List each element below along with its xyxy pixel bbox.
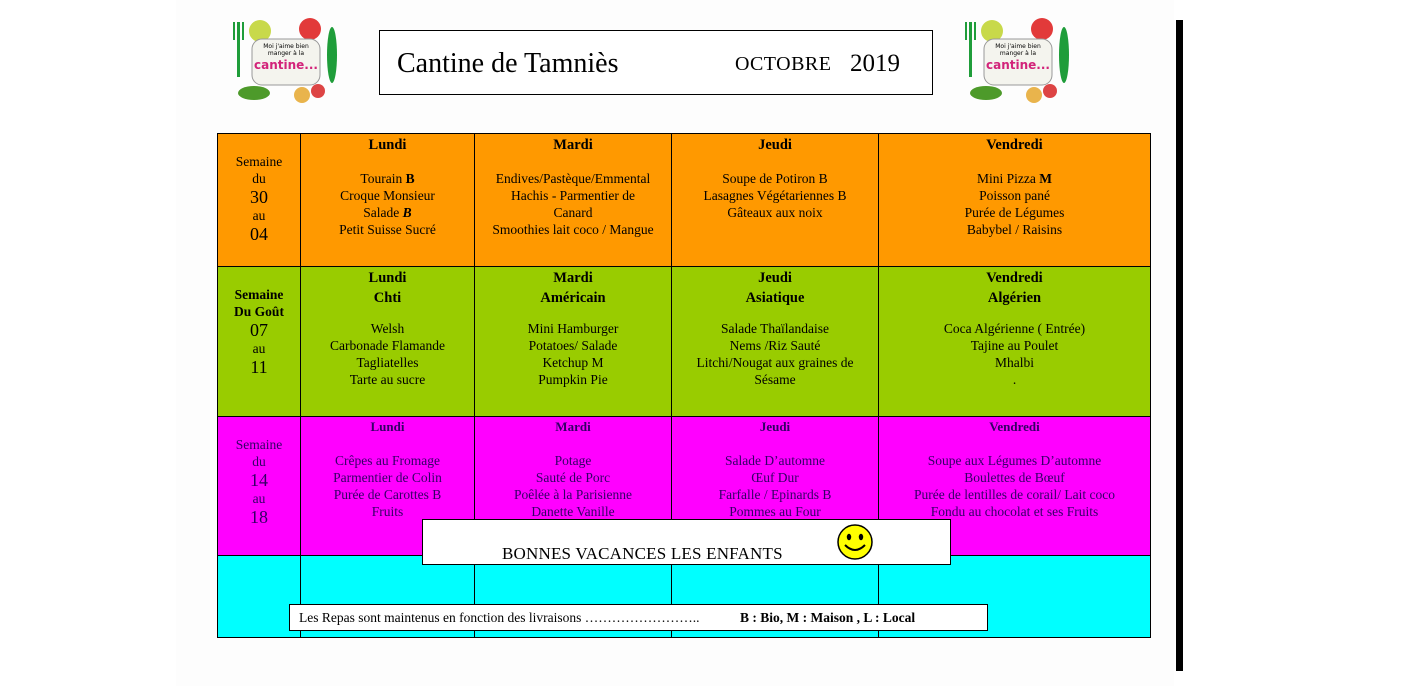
menu-item: Salade Thaïlandaise xyxy=(720,321,830,336)
menu-item: Poisson pané xyxy=(979,188,1050,203)
day-cell xyxy=(301,267,475,417)
week-row-2 xyxy=(218,267,1151,417)
footer-legend: B : Bio, M : Maison , L : Local xyxy=(740,610,916,625)
day-name: Mardi xyxy=(555,419,591,434)
day-name: Jeudi xyxy=(758,137,792,153)
menu-item: Mini Hamburger xyxy=(527,321,619,336)
menu-item: Hachis - Parmentier de xyxy=(510,188,636,203)
day-name: Vendredi xyxy=(989,419,1040,434)
menu-item: Soupe aux Légumes D’automne xyxy=(927,453,1102,468)
menu-item: Purée de Carottes B xyxy=(333,487,442,502)
day-cell xyxy=(672,134,879,267)
menu-item: Mhalbi xyxy=(995,355,1034,370)
menu-item: Tarte au sucre xyxy=(349,372,426,387)
menu-item: Crêpes au Fromage xyxy=(335,453,440,468)
menu-item: . xyxy=(1012,372,1017,387)
title-box xyxy=(379,30,933,95)
menu-item: Coca Algérienne ( Entrée) xyxy=(943,321,1086,336)
day-cell xyxy=(879,267,1151,417)
svg-text:manger à la: manger à la xyxy=(999,50,1037,57)
day-name: Mardi xyxy=(553,270,593,286)
footer-text: Les Repas sont maintenus en fonction des livraisons …………………….. xyxy=(299,610,700,625)
month-label: OCTOBRE xyxy=(735,53,832,75)
menu-item: Danette Vanille xyxy=(531,504,615,519)
menu-item: Pommes au Four xyxy=(729,504,821,519)
footer-note xyxy=(289,604,988,631)
day-name: Lundi xyxy=(368,137,407,153)
menu-item: Nems /Riz Sauté xyxy=(729,338,821,353)
week-connector: au xyxy=(252,491,266,506)
menu-item: Tagliatelles xyxy=(356,355,419,370)
day-name: Jeudi xyxy=(758,270,792,286)
menu-item: Tourain B xyxy=(360,171,415,186)
menu-item: Ketchup M xyxy=(542,355,604,370)
menu-item: Lasagnes Végétariennes B xyxy=(703,188,847,203)
cantine-logo-left xyxy=(232,17,342,105)
menu-item: Œuf Dur xyxy=(751,470,799,485)
menu-item: Salade B xyxy=(363,205,412,220)
day-name: Lundi xyxy=(370,419,405,434)
menu-item: Purée de lentilles de corail/ Lait coco xyxy=(914,487,1115,502)
menu-item: Smoothies lait coco / Mangue xyxy=(492,222,654,237)
menu-item: Pumpkin Pie xyxy=(538,372,608,387)
week-row-1 xyxy=(218,134,1151,267)
week-end-date: 11 xyxy=(250,357,268,377)
menu-item: Litchi/Nougat aux graines de xyxy=(696,355,854,370)
day-name: Jeudi xyxy=(759,419,791,434)
menu-item: Potage xyxy=(554,453,592,468)
menu-item: Potatoes/ Salade xyxy=(528,338,618,353)
menu-item: Tajine au Poulet xyxy=(970,338,1059,353)
week-connector: au xyxy=(252,208,266,223)
day-name: Vendredi xyxy=(986,137,1043,153)
week-label-cell xyxy=(218,417,301,556)
day-theme: Asiatique xyxy=(745,290,805,306)
cantine-logo-right xyxy=(964,17,1074,105)
page-edge-bar xyxy=(1176,20,1183,671)
vacation-banner xyxy=(422,519,951,565)
menu-item: Parmentier de Colin xyxy=(333,470,442,485)
week-label: Semaine xyxy=(235,437,283,452)
svg-text:manger à la: manger à la xyxy=(267,50,305,57)
week-start-date: 30 xyxy=(250,187,268,207)
week-end-date: 04 xyxy=(250,224,268,244)
menu-item: Sésame xyxy=(754,372,796,387)
day-theme: Chti xyxy=(373,290,402,306)
week-label: du xyxy=(252,171,266,186)
day-cell xyxy=(672,267,879,417)
day-cell xyxy=(475,267,672,417)
day-cell xyxy=(475,134,672,267)
week-label-cell xyxy=(218,134,301,267)
menu-item: Boulettes de Bœuf xyxy=(964,470,1065,485)
menu-item: Sauté de Porc xyxy=(535,470,611,485)
menu-item: Babybel / Raisins xyxy=(966,222,1063,237)
day-theme: Algérien xyxy=(987,290,1042,306)
menu-item: Canard xyxy=(553,205,593,220)
day-cell xyxy=(879,134,1151,267)
day-name: Vendredi xyxy=(986,270,1043,286)
menu-item: Petit Suisse Sucré xyxy=(339,222,436,237)
week-label: Semaine xyxy=(235,154,283,169)
svg-text:cantine...: cantine... xyxy=(254,58,318,72)
day-theme: Américain xyxy=(540,290,606,306)
week-label: du xyxy=(252,454,266,469)
menu-item: Welsh xyxy=(370,321,405,336)
menu-item: Gâteaux aux noix xyxy=(727,205,823,220)
menu-item: Croque Monsieur xyxy=(340,188,435,203)
day-cell xyxy=(301,134,475,267)
week-label: Du Goût xyxy=(234,304,284,319)
menu-item: Salade D’automne xyxy=(724,453,826,468)
menu-item: Carbonade Flamande xyxy=(329,338,446,353)
week-label-cell xyxy=(218,267,301,417)
svg-text:Moi j'aime bien: Moi j'aime bien xyxy=(995,43,1041,50)
week-connector: au xyxy=(252,341,266,356)
week-start-date: 14 xyxy=(250,470,268,490)
day-name: Mardi xyxy=(553,137,593,153)
week-label: Semaine xyxy=(234,287,284,302)
svg-text:Moi j'aime bien: Moi j'aime bien xyxy=(263,43,309,50)
menu-item: Mini Pizza M xyxy=(977,171,1052,186)
menu-item: Farfalle / Epinards B xyxy=(718,487,832,502)
week-end-date: 18 xyxy=(250,507,268,527)
menu-item: Poêlée à la Parisienne xyxy=(513,487,633,502)
vacation-text: BONNES VACANCES LES ENFANTS xyxy=(502,544,783,563)
menu-item: Soupe de Potiron B xyxy=(722,171,828,186)
smiley-icon xyxy=(836,523,874,561)
day-name: Lundi xyxy=(368,270,407,286)
menu-item: Endives/Pastèque/Emmental xyxy=(495,171,651,186)
menu-item: Purée de Légumes xyxy=(964,205,1065,220)
week-start-date: 07 xyxy=(250,320,268,340)
svg-text:cantine...: cantine... xyxy=(986,58,1050,72)
menu-item: Fondu au chocolat et ses Fruits xyxy=(930,504,1099,519)
page-title: Cantine de Tamniès xyxy=(397,48,619,79)
menu-item: Fruits xyxy=(371,504,404,519)
year-label: 2019 xyxy=(850,50,900,77)
